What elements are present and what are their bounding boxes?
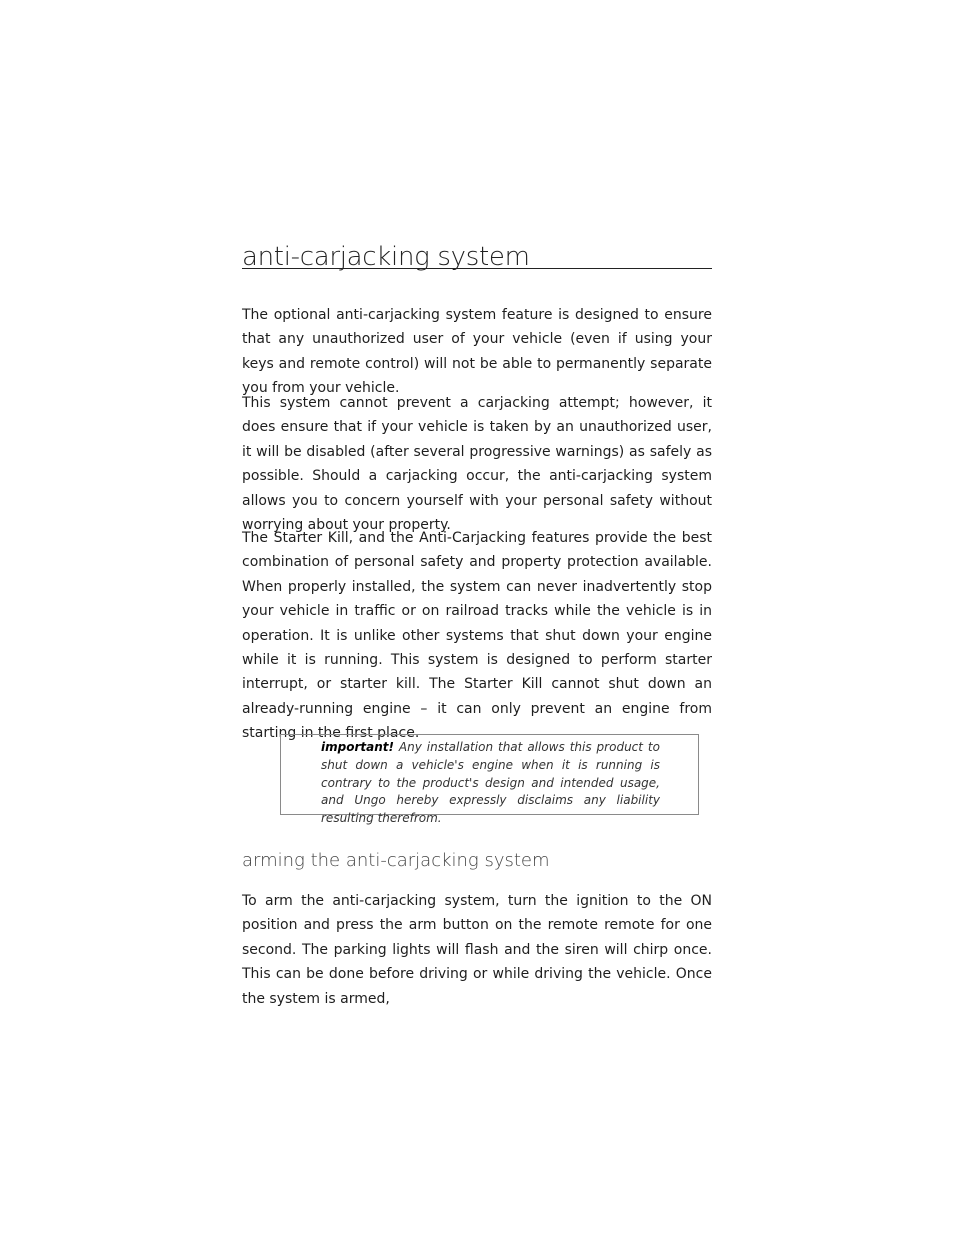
arming-paragraph-text: To arm the anti-carjacking system, turn the ignition to the ON position and press the arm button on the remote remote for one second. The parking lights will flash and the siren will chirp once. This can be done before driving or while driving the vehicle. Once the system is armed,: [242, 893, 712, 1007]
purpose-paragraph-text: This system cannot prevent a carjacking attempt; however, it does ensure that if your vehicle is taken by an unauthorized user, it will be disabled (after several progressive warnings) as safely as possible. Should a carjacking occur, the anti-carjacking system allows you to concern yourself with your personal safety without worrying about your property.: [242, 395, 712, 534]
title-underline-rule: [242, 268, 712, 269]
arming-paragraph: [242, 889, 712, 1011]
section-header: [242, 238, 712, 270]
intro-paragraph-text: The optional anti-carjacking system feature is designed to ensure that any unauthorized user of your vehicle (even if using your keys and remote control) will not be able to permanently separate you from your vehicle.: [242, 307, 712, 397]
intro-paragraph: [242, 303, 712, 401]
starter-kill-paragraph-text: The Starter Kill, and the Anti-Carjacking features provide the best combination of personal safety and property protection available. When properly installed, the system can never inadvertently stop your vehicle in traffic or on railroad tracks while the vehicle is in operation. It is unlike other systems that shut down your engine while it is running. This system is designed to perform starter interrupt, or starter kill. The Starter Kill cannot shut down an already-running engine – it can only prevent an engine from starting in the first place.: [242, 530, 712, 742]
subsection-title: arming the anti-carjacking system: [242, 850, 550, 871]
important-note-label: important!: [321, 740, 394, 754]
important-note: [321, 739, 660, 828]
important-note-box: [280, 734, 699, 826]
starter-kill-paragraph: [242, 526, 712, 746]
important-note-text: Any installation that allows this product to shut down a vehicle's engine when it is running is contrary to the product's design and intended usage, and Ungo hereby expressly disclaims any liability resulting therefrom.: [321, 740, 660, 826]
section-title: anti-carjacking system: [242, 242, 530, 272]
purpose-paragraph: [242, 391, 712, 537]
